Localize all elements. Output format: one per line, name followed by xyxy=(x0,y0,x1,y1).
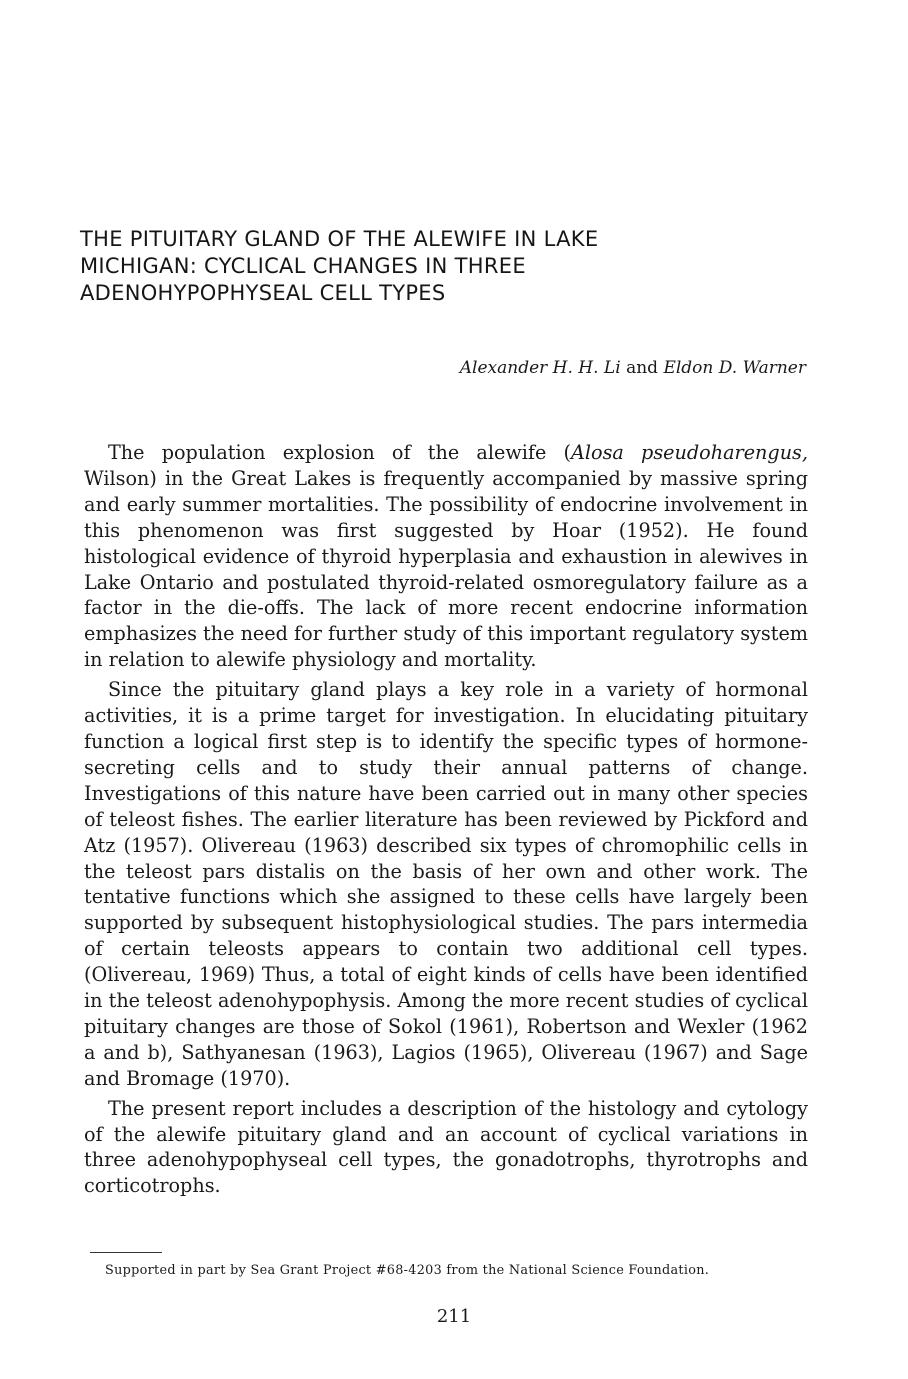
title-line: ADENOHYPOPHYSEAL CELL TYPES xyxy=(80,281,446,305)
body-paragraph: The present report includes a description of the histology and cytology of the alewife pituitary gland and an account of cyclical variations in three adenohypophyseal cell types, the gonadotrophs, thyrotrophs and corticotrophs. xyxy=(84,1096,808,1198)
title-line: THE PITUITARY GLAND OF THE ALEWIFE IN LAKE xyxy=(80,227,599,251)
footnote-divider xyxy=(90,1252,162,1253)
author-byline xyxy=(460,358,806,378)
paragraph-text: The population explosion of the alewife ( xyxy=(108,441,572,464)
author-conjunction: and xyxy=(626,358,659,378)
article-body xyxy=(84,440,808,1203)
page-number: 211 xyxy=(436,1306,472,1327)
paragraph-text: Wilson) in the Great Lakes is frequently accompanied by massive spring and early summer mortalities. The possibility of endocrine involvement in this phenomenon was first suggested by Hoar (1952). He found histological evidence of thyroid hyperplasia and exhaustion in alewives in Lake Ontario and postulated thyroid-related osmoregulatory failure as a factor in the die-offs. The lack of more recent endocrine information emphasizes the need for further study of this important regulatory system in relation to alewife physiology and mortality. xyxy=(84,466,808,672)
title-line: MICHIGAN: CYCLICAL CHANGES IN THREE xyxy=(80,254,526,278)
author-name: Alexander H. H. Li xyxy=(459,358,621,378)
footnote: Supported in part by Sea Grant Project #68-4203 from the National Science Foundation. xyxy=(105,1263,710,1278)
body-paragraph: Since the pituitary gland plays a key role in a variety of hormonal activities, it is a prime target for investigation. In elucidating pituitary function a logical first step is to identify the specific types of hormone-secreting cells and to study their annual patterns of change. Investigations of this nature have been carried out in many other species of teleost fishes. The earlier literature has been reviewed by Pickford and Atz (1957). Olivereau (1963) described six types of chromophilic cells in the teleost pars distalis on the basis of her own and other work. The tentative functions which she assigned to these cells have largely been supported by subsequent histophysiological studies. The pars intermedia of certain teleosts appears to contain two additional cell types. (Olivereau, 1969) Thus, a total of eight kinds of cells have been identified in the teleost adenohypophysis. Among the more recent studies of cyclical pituitary changes are those of Sokol (1961), Robertson and Wexler (1962 a and b), Sathyanesan (1963), Lagios (1965), Olivereau (1967) and Sage and Bromage (1970). xyxy=(84,678,808,1090)
species-name: Alosa pseudoharengus, xyxy=(571,441,808,464)
body-paragraph xyxy=(84,440,808,673)
article-title xyxy=(80,226,720,307)
author-name: Eldon D. Warner xyxy=(663,358,806,378)
